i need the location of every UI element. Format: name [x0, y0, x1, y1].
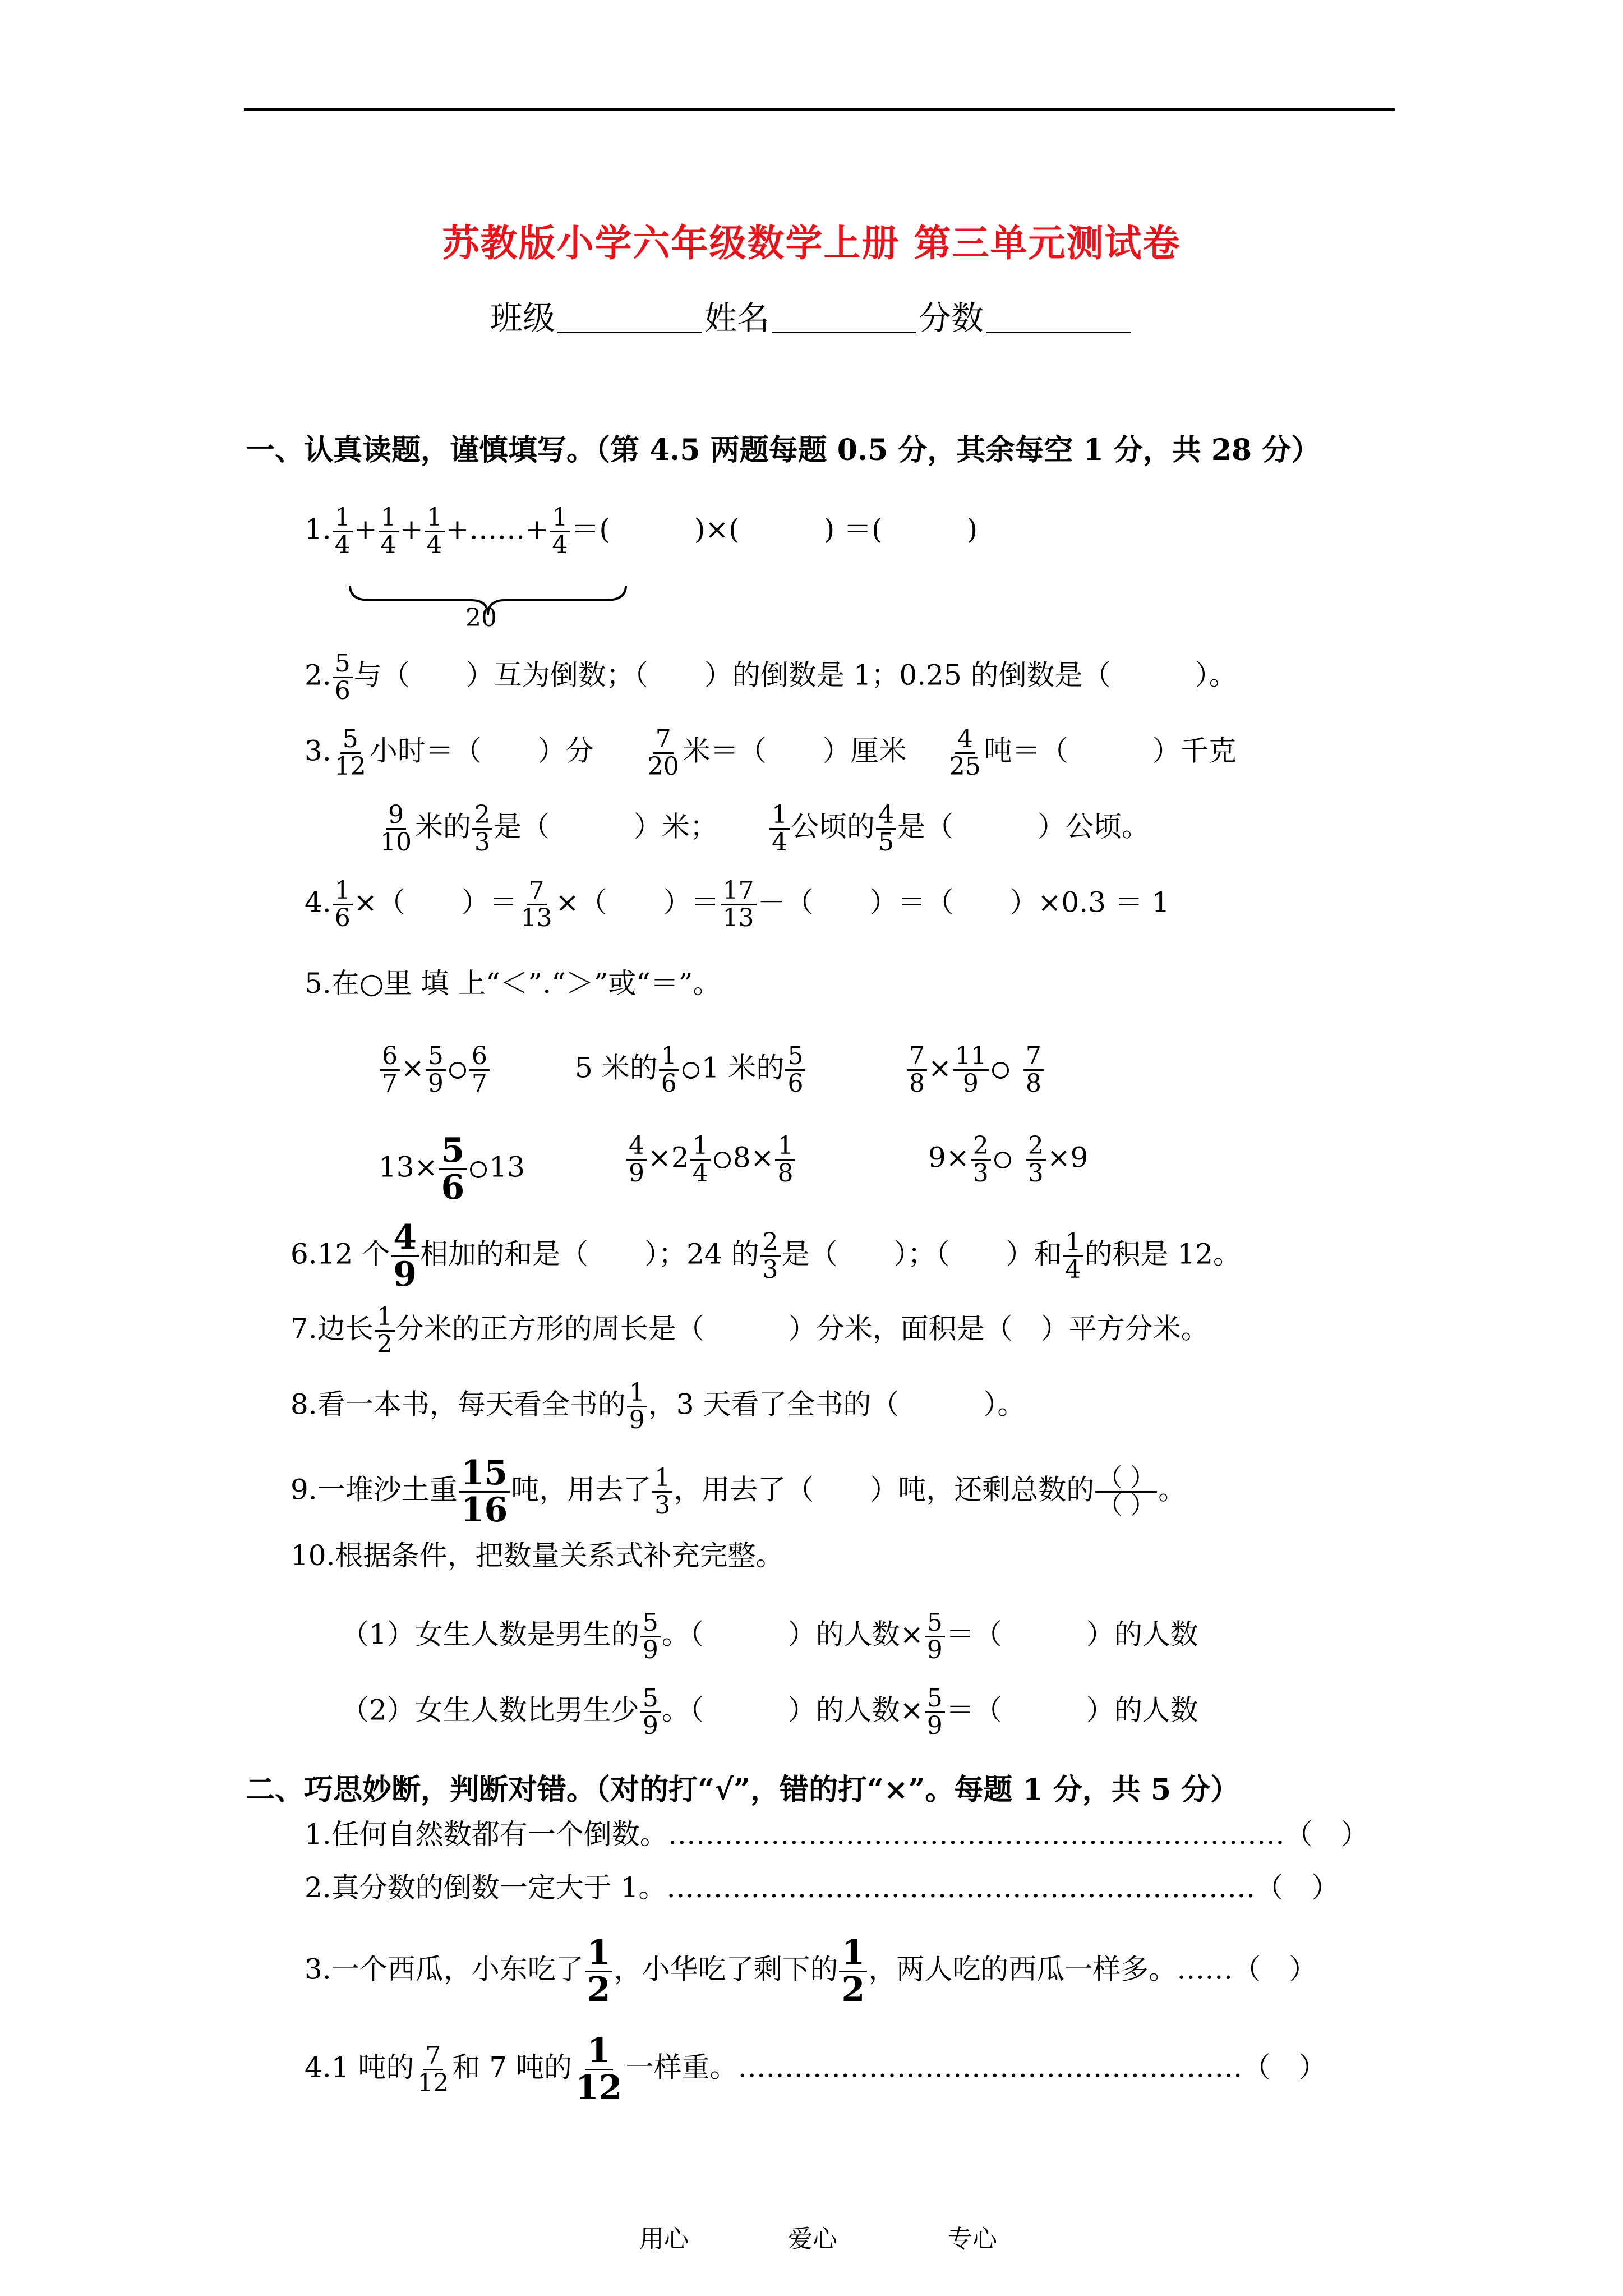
question-3: 3. $\frac{5}{12}$ 小时＝（ ）分 $\frac{7}{20}$ 米＝（ ）厘米 $\frac{4}{25}$ 吨＝（ ）千克	[305, 725, 1237, 781]
judge-question-2: 2.真分数的倒数一定大于 1。………………………………………………………（ ）	[305, 1871, 1340, 1904]
fraction: $\frac{1}{8}$	[775, 1133, 795, 1186]
compare-1b: 5 米的 $\frac{1}{6}$ 1 米的 $\frac{5}{6}$	[575, 1043, 806, 1097]
compare-circle[interactable]	[449, 1062, 466, 1079]
compare-circle[interactable]	[992, 1062, 1009, 1079]
footer-text-1: 用心	[639, 2225, 689, 2253]
fraction: $\frac{5}{6}$	[333, 651, 353, 704]
fraction: $\frac{1}{6}$	[333, 878, 353, 931]
section2-heading: 二、巧思妙断，判断对错。（对的打“√”，错的打“×”。每题 1 分，共 5 分）	[246, 1773, 1240, 1807]
fraction: $\frac{15}{16}$	[459, 1456, 510, 1528]
fraction: $\frac{5}{9}$	[925, 1610, 945, 1663]
score-field[interactable]	[986, 302, 1131, 333]
fraction: $\frac{2}{3}$	[1026, 1133, 1046, 1186]
fraction: $\frac{7}{8}$	[907, 1043, 927, 1097]
fraction: $\frac{4}{5}$	[876, 802, 896, 855]
compare-2b: $\frac{4}{9}$ ×2 $\frac{1}{4}$ 8× $\frac{1}{8}$	[625, 1133, 796, 1186]
name-label: 姓名	[704, 299, 769, 337]
compare-1c: $\frac{7}{8}$ × $\frac{11}{9}$ $\frac{7}{8}$	[906, 1043, 1045, 1097]
fraction: $\frac{1}{6}$	[659, 1043, 679, 1097]
compare-circle[interactable]	[994, 1152, 1011, 1168]
fraction: $\frac{1}{4}$	[333, 505, 353, 558]
judge-question-4: 4.1 吨的 $\frac{7}{12}$ 和 7 吨的 $\frac{1}{12}$ 一样重。………………………………………………（ ）	[305, 2031, 1327, 2108]
fraction: $\frac{4}{9}$	[391, 1220, 419, 1292]
fraction: $\frac{7}{13}$	[520, 876, 552, 933]
fraction: $\frac{5}{9}$	[925, 1686, 945, 1739]
question-10: 10.根据条件，把数量关系式补充完整。	[291, 1539, 784, 1572]
fraction: $\frac{7}{20}$	[647, 725, 679, 781]
question-6: 6.12 个 $\frac{4}{9}$ 相加的和是（ ）；24 的 $\frac{2}{3}$ 是（ ）；（ ）和 $\frac{1}{4}$ 的积是 12。	[291, 1218, 1242, 1294]
fraction: $\frac{7}{8}$	[1023, 1043, 1044, 1097]
fraction: $\frac{5}{6}$	[439, 1133, 467, 1205]
class-field[interactable]	[557, 302, 702, 333]
compare-circle[interactable]	[683, 1062, 699, 1079]
class-label: 班级	[490, 299, 555, 337]
question-1: 1. $\frac{1}{4}$ + $\frac{1}{4}$ + $\frac{1}{4}$ +……+ $\frac{1}{4}$ ＝( )×( ) ＝( )	[305, 503, 978, 560]
fraction: $\frac{2}{3}$	[971, 1133, 991, 1186]
term-count: 20	[465, 604, 497, 632]
fraction: $\frac{5}{9}$	[640, 1686, 661, 1739]
compare-2a: 13× $\frac{5}{6}$ 13	[379, 1131, 525, 1207]
fraction: $\frac{4}{25}$	[949, 725, 981, 781]
fraction: $\frac{9}{10}$	[380, 800, 412, 857]
question-10-part1: （1）女生人数是男生的 $\frac{5}{9}$ 。（ ）的人数× $\frac{5}{9}$ ＝（ ）的人数	[341, 1608, 1198, 1665]
question-9: 9.一堆沙土重 $\frac{15}{16}$ 吨，用去了 $\frac{1}{3}$ ，用去了（ ）吨，还剩总数的 $\frac{( )}{( )}$ 。	[291, 1453, 1187, 1530]
question-10-part2: （2）女生人数比男生少 $\frac{5}{9}$ 。（ ）的人数× $\frac{5}{9}$ ＝（ ）的人数	[341, 1684, 1198, 1741]
footer-text-3: 专心	[948, 2225, 997, 2253]
fraction: $\frac{1}{3}$	[652, 1465, 672, 1519]
fraction: $\frac{11}{9}$	[953, 1043, 989, 1097]
fraction: $\frac{1}{9}$	[627, 1380, 647, 1433]
question-7: 7.边长 $\frac{1}{2}$ 分米的正方形的周长是（ ）分米，面积是（ ）平方分米。	[291, 1303, 1209, 1359]
fraction: $\frac{2}{3}$	[472, 802, 492, 855]
fraction: $\frac{1}{4}$	[379, 505, 399, 558]
question-8: 8.看一本书，每天看全书的 $\frac{1}{9}$ ，3 天看了全书的（ ）。	[291, 1378, 1026, 1435]
judge-question-3: 3.一个西瓜，小东吃了 $\frac{1}{2}$ ，小华吃了剩下的 $\frac{1}{2}$ ，两人吃的西瓜一样多。……（ ）	[305, 1933, 1317, 2009]
compare-2c: 9× $\frac{2}{3}$ $\frac{2}{3}$ ×9	[928, 1131, 1089, 1188]
fraction: $\frac{1}{12}$	[575, 2031, 623, 2108]
fraction: $\frac{7}{12}$	[417, 2041, 449, 2097]
judge-question-1: 1.任何自然数都有一个倒数。…………………………………………………………（ ）	[305, 1818, 1369, 1851]
fraction: $\frac{1}{2}$	[839, 1935, 867, 2008]
question-2: 2. $\frac{5}{6}$ 与（ ）互为倒数；（ ）的倒数是 1；0.25 的倒数是（ ）。	[305, 649, 1237, 706]
fraction: $\frac{5}{12}$	[334, 725, 366, 781]
page-title: 苏教版小学六年级数学上册 第三单元测试卷	[442, 221, 1181, 265]
fraction: $\frac{5}{9}$	[640, 1610, 661, 1663]
compare-circle[interactable]	[470, 1161, 487, 1178]
score-label: 分数	[919, 299, 984, 337]
fraction: $\frac{4}{9}$	[626, 1133, 647, 1186]
fraction: $\frac{2}{3}$	[760, 1230, 781, 1283]
fraction: $\frac{1}{4}$	[550, 505, 570, 558]
question-5: 5.在○里 填 上“＜”.“＞”或“＝”。	[305, 967, 721, 1000]
fraction: $\frac{17}{13}$	[721, 878, 757, 931]
fraction: $\frac{5}{6}$	[785, 1043, 805, 1097]
fraction-blank[interactable]: $\frac{( )}{( )}$	[1095, 1465, 1157, 1519]
fraction: $\frac{6}{7}$	[469, 1043, 490, 1097]
question-4: 4. $\frac{1}{6}$ ×（ ）＝ $\frac{7}{13}$ ×（ ）＝ $\frac{17}{13}$ －（ ）＝（ ）×0.3 ＝ 1	[305, 876, 1170, 933]
fraction: $\frac{5}{9}$	[426, 1043, 446, 1097]
fraction: $\frac{1}{2}$	[585, 1935, 613, 2008]
fraction: $\frac{1}{4}$	[769, 802, 790, 855]
student-info	[0, 292, 1623, 339]
section1-heading: 一、认真读题，谨慎填写。（第 4.5 两题每题 0.5 分，其余每空 1 分，共 28 分）	[246, 433, 1321, 467]
compare-circle[interactable]	[714, 1152, 731, 1168]
fraction: $\frac{6}{7}$	[380, 1043, 400, 1097]
header-rule	[244, 108, 1395, 111]
footer-text-2: 爱心	[788, 2225, 837, 2253]
fraction: $\frac{1}{4}$	[1063, 1230, 1083, 1283]
fraction: $\frac{1}{4}$	[690, 1133, 711, 1186]
fraction: $\frac{1}{2}$	[375, 1304, 395, 1358]
name-field[interactable]	[772, 302, 916, 333]
question-3-part2: $\frac{9}{10}$ 米的 $\frac{2}{3}$ 是（ ）米； $\frac{1}{4}$ 公顷的 $\frac{4}{5}$ 是（ ）公顷。	[377, 802, 1150, 855]
fraction: $\frac{1}{4}$	[425, 505, 445, 558]
compare-1a: $\frac{6}{7}$ × $\frac{5}{9}$ $\frac{6}{7}$	[379, 1043, 491, 1097]
